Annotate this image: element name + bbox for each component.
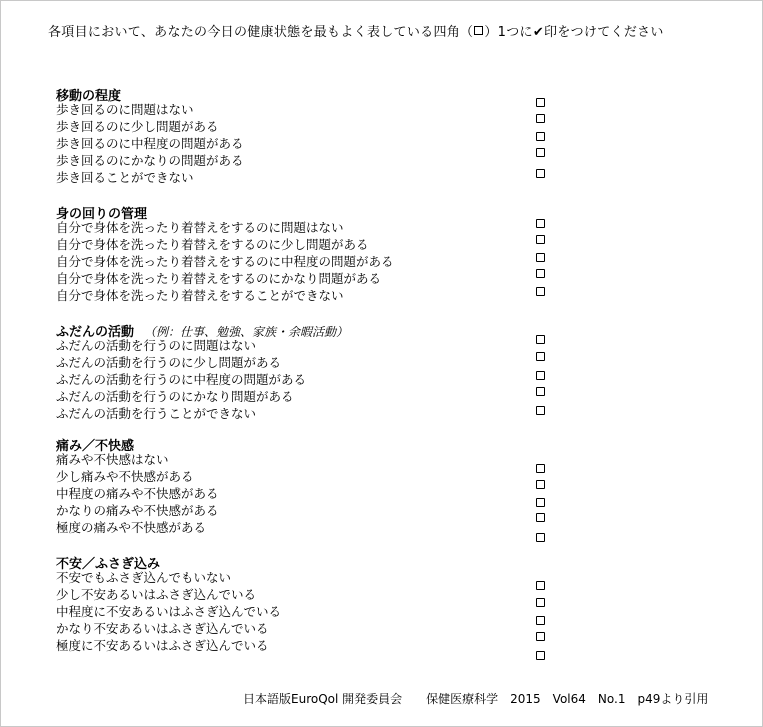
option-checkbox-mobility[interactable] bbox=[536, 148, 545, 157]
option-label-mobility: 歩き回ることができない bbox=[56, 170, 194, 185]
section-title-text: ふだんの活動 bbox=[56, 325, 135, 340]
option-checkbox-pain-discomfort[interactable] bbox=[536, 498, 545, 507]
section-title-text: 痛み／不快感 bbox=[56, 439, 135, 454]
option-label-mobility: 歩き回るのに中程度の問題がある bbox=[56, 136, 244, 151]
instruction-part-1: 各項目において、あなたの今日の健康状態を最もよく表している四角（ bbox=[48, 25, 474, 40]
option-label-self-care: 自分で身体を洗ったり着替えをするのに問題はない bbox=[56, 220, 344, 235]
check-mark-icon: ✔ bbox=[532, 25, 545, 40]
option-checkbox-usual-activities[interactable] bbox=[536, 335, 545, 344]
option-checkbox-self-care[interactable] bbox=[536, 269, 545, 278]
option-label-pain-discomfort: 少し痛みや不快感がある bbox=[56, 469, 194, 484]
option-checkbox-anxiety-depression[interactable] bbox=[536, 651, 545, 660]
option-label-pain-discomfort: 痛みや不快感はない bbox=[56, 452, 169, 467]
option-label-usual-activities: ふだんの活動を行うのに少し問題がある bbox=[56, 355, 282, 370]
instruction-part-2: ）1つに bbox=[484, 25, 533, 40]
option-label-anxiety-depression: 不安でもふさぎ込んでもいない bbox=[56, 570, 232, 585]
option-checkbox-anxiety-depression[interactable] bbox=[536, 598, 545, 607]
option-checkbox-usual-activities[interactable] bbox=[536, 371, 545, 380]
option-label-anxiety-depression: 中程度に不安あるいはふさぎ込んでいる bbox=[56, 604, 282, 619]
option-checkbox-self-care[interactable] bbox=[536, 287, 545, 296]
section-title-text: 不安／ふさぎ込み bbox=[56, 557, 161, 572]
option-checkbox-anxiety-depression[interactable] bbox=[536, 632, 545, 641]
option-checkbox-self-care[interactable] bbox=[536, 235, 545, 244]
option-label-self-care: 自分で身体を洗ったり着替えをするのに少し問題がある bbox=[56, 237, 369, 252]
option-label-pain-discomfort: 極度の痛みや不快感がある bbox=[56, 520, 207, 535]
option-checkbox-mobility[interactable] bbox=[536, 132, 545, 141]
option-label-usual-activities: ふだんの活動を行うのにかなり問題がある bbox=[56, 389, 294, 404]
option-label-pain-discomfort: 中程度の痛みや不快感がある bbox=[56, 486, 219, 501]
instruction-part-3: 印をつけてください bbox=[544, 25, 664, 40]
option-label-usual-activities: ふだんの活動を行うことができない bbox=[56, 406, 257, 421]
option-label-mobility: 歩き回るのにかなりの問題がある bbox=[56, 153, 244, 168]
option-checkbox-mobility[interactable] bbox=[536, 169, 545, 178]
option-checkbox-anxiety-depression[interactable] bbox=[536, 616, 545, 625]
option-label-self-care: 自分で身体を洗ったり着替えをすることができない bbox=[56, 288, 344, 303]
option-label-self-care: 自分で身体を洗ったり着替えをするのに中程度の問題がある bbox=[56, 254, 394, 269]
option-label-usual-activities: ふだんの活動を行うのに中程度の問題がある bbox=[56, 372, 307, 387]
option-checkbox-mobility[interactable] bbox=[536, 98, 545, 107]
option-label-usual-activities: ふだんの活動を行うのに問題はない bbox=[56, 338, 257, 353]
section-title-text: 身の回りの管理 bbox=[56, 207, 148, 222]
checkbox-example-icon bbox=[474, 26, 483, 35]
instruction-text bbox=[48, 21, 664, 40]
option-checkbox-usual-activities[interactable] bbox=[536, 352, 545, 361]
option-checkbox-usual-activities[interactable] bbox=[536, 387, 545, 396]
option-label-mobility: 歩き回るのに少し問題がある bbox=[56, 119, 219, 134]
option-checkbox-pain-discomfort[interactable] bbox=[536, 513, 545, 522]
option-checkbox-pain-discomfort[interactable] bbox=[536, 533, 545, 542]
option-label-self-care: 自分で身体を洗ったり着替えをするのにかなり問題がある bbox=[56, 271, 382, 286]
option-checkbox-anxiety-depression[interactable] bbox=[536, 581, 545, 590]
option-checkbox-usual-activities[interactable] bbox=[536, 406, 545, 415]
option-label-anxiety-depression: 少し不安あるいはふさぎ込んでいる bbox=[56, 587, 257, 602]
section-note: （例：仕事、勉強、家族・余暇活動） bbox=[144, 325, 349, 339]
option-label-mobility: 歩き回るのに問題はない bbox=[56, 102, 194, 117]
option-label-pain-discomfort: かなりの痛みや不快感がある bbox=[56, 503, 219, 518]
option-label-anxiety-depression: 極度に不安あるいはふさぎ込んでいる bbox=[56, 638, 269, 653]
option-checkbox-mobility[interactable] bbox=[536, 114, 545, 123]
section-title-text: 移動の程度 bbox=[56, 89, 122, 104]
option-checkbox-self-care[interactable] bbox=[536, 219, 545, 228]
option-checkbox-pain-discomfort[interactable] bbox=[536, 480, 545, 489]
option-checkbox-self-care[interactable] bbox=[536, 253, 545, 262]
option-checkbox-pain-discomfort[interactable] bbox=[536, 464, 545, 473]
citation-footer: 日本語版EuroQol 開発委員会 保健医療科学 2015 Vol64 No.1 p49より引用 bbox=[243, 692, 709, 706]
option-label-anxiety-depression: かなり不安あるいはふさぎ込んでいる bbox=[56, 621, 269, 636]
